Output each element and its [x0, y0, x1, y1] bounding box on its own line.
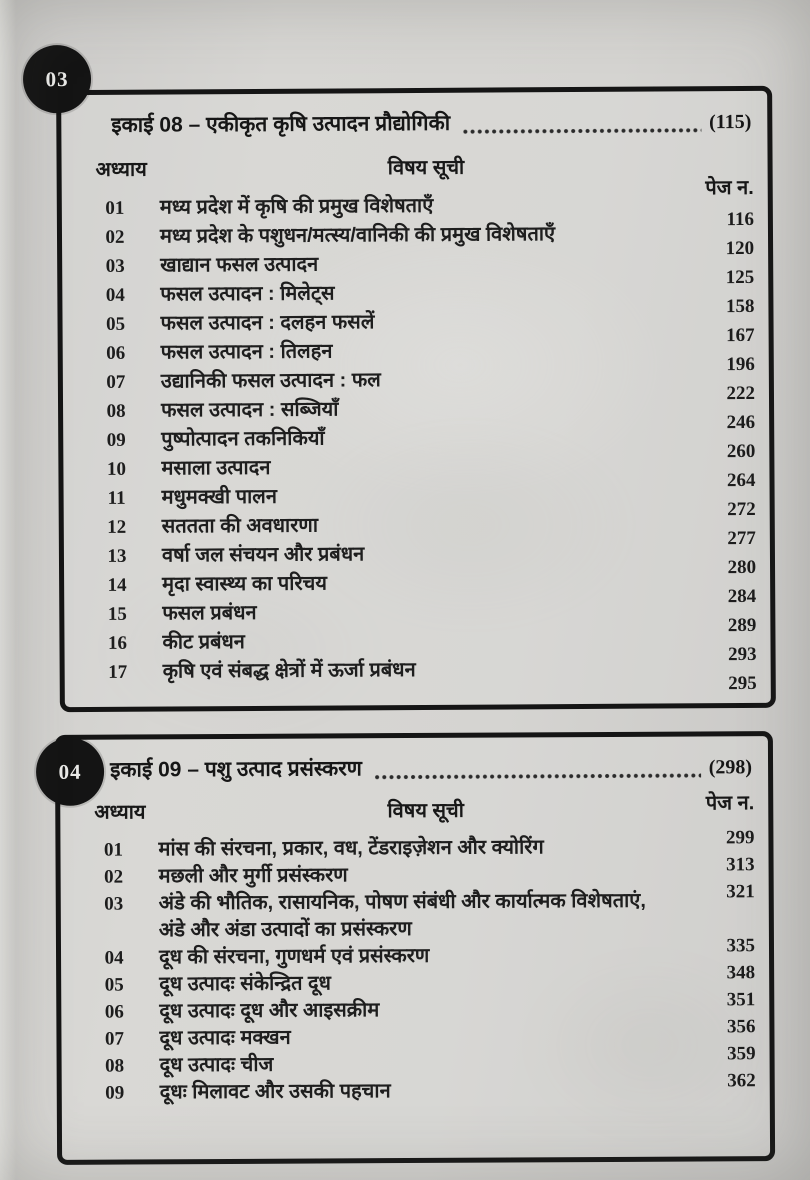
chapter-title: अंडे की भौतिक, रासायनिक, पोषण संबंधी और कार्यात्मक विशेषताएं, अंडे और अंडा उत्पादों का प्रसंस्करण: [158, 889, 646, 942]
chapter-page-number: 295: [728, 672, 757, 695]
chapter-page-number: 264: [726, 469, 756, 492]
chapter-page-number: 246: [726, 411, 756, 434]
toc-row: [95, 854, 755, 890]
paper-edge-highlight: [0, 0, 16, 1180]
unit-number-badge: 04: [36, 738, 104, 806]
toc-row: [96, 190, 754, 231]
toc-row: [94, 827, 755, 863]
toc-row: [96, 248, 755, 289]
chapter-number: 16: [107, 632, 128, 654]
chapter-title: पुष्पोत्पादन तकनिकियाँ: [161, 427, 325, 451]
dot-leader: [462, 122, 701, 135]
chapter-page-number: 321: [726, 881, 755, 903]
toc-row: [95, 935, 756, 971]
chapter-number: 13: [107, 545, 127, 567]
dot-leader: [374, 768, 701, 782]
chapter-title: मध्य प्रदेश में कृषि की प्रमुख विशेषताएँ: [159, 194, 434, 219]
chapter-page-number: 260: [726, 440, 756, 463]
chapter-title: मृदा स्वास्थ्य का परिचय: [162, 572, 327, 596]
chapter-page-number: 277: [727, 527, 756, 550]
page-column-header: पेज न.: [705, 792, 755, 815]
chapter-title: दूध उत्पादः चीज: [159, 1053, 274, 1077]
chapter-title: मांस की संरचना, प्रकार, वध, टेंडराइज़ेशन और क्योरिंग: [158, 836, 544, 861]
chapter-number: 06: [106, 342, 126, 364]
chapter-page-number: 356: [726, 1016, 756, 1038]
chapter-title: फसल उत्पादन : दलहन फसलें: [160, 311, 375, 335]
chapter-number: 07: [106, 371, 126, 393]
toc-row: [97, 451, 756, 492]
toc-row: [97, 364, 756, 405]
toc-row: [99, 654, 757, 695]
chapter-title: दूध की संरचना, गुणधर्म एवं प्रसंस्करण: [158, 944, 430, 969]
chapter-number: 09: [106, 429, 126, 451]
toc-rows: [96, 190, 757, 695]
toc-row: [95, 989, 756, 1025]
chapter-page-number: 284: [727, 585, 757, 608]
chapter-title: फसल उत्पादन : मिलेट्स: [160, 282, 335, 306]
unit-09-toc-card: [55, 731, 775, 1165]
unit-start-page: (298): [708, 756, 753, 779]
chapter-title: खाद्यान फसल उत्पादन: [160, 253, 319, 277]
subject-column-header: विषय सूची: [387, 799, 464, 823]
chapter-page-number: 116: [726, 208, 754, 231]
toc-row: [96, 1070, 756, 1106]
chapter-number: 10: [106, 458, 126, 480]
toc-row: [98, 509, 756, 550]
chapter-page-number: 222: [726, 382, 756, 405]
toc-row: [96, 277, 755, 318]
chapter-title: कीट प्रबंधन: [162, 631, 245, 654]
chapter-page-number: 158: [725, 295, 755, 318]
toc-row: [95, 881, 755, 944]
chapter-title: दूध उत्पादः दूध और आइसक्रीम: [159, 999, 380, 1023]
unit-title: इकाई 09 – पशु उत्पाद प्रसंस्करण: [110, 757, 363, 782]
unit-number-badge: 03: [23, 45, 91, 113]
chapter-page-number: 289: [727, 614, 757, 637]
chapter-number: 17: [108, 661, 128, 683]
chapter-number: 08: [106, 400, 126, 422]
chapter-number: 06: [104, 1001, 124, 1023]
chapter-title: वर्षा जल संचयन और प्रबंधन: [161, 543, 365, 567]
chapter-column-header: अध्याय: [95, 158, 147, 181]
chapter-number: 14: [107, 574, 127, 596]
chapter-page-number: 362: [727, 1070, 756, 1092]
chapter-title: दूध उत्पादः मक्खन: [159, 1026, 291, 1050]
column-headers: [95, 151, 754, 200]
chapter-number: 03: [104, 893, 124, 915]
toc-row: [95, 962, 756, 998]
chapter-title: उद्यानिकी फसल उत्पादन : फल: [160, 369, 381, 393]
unit-heading: [110, 752, 752, 783]
toc-row: [98, 538, 757, 579]
chapter-number: 11: [107, 487, 126, 509]
chapter-page-number: 359: [727, 1043, 756, 1065]
chapter-page-number: 313: [726, 854, 755, 876]
chapter-number: 08: [105, 1055, 125, 1077]
chapter-number: 01: [103, 839, 124, 861]
chapter-page-number: 348: [726, 962, 756, 984]
chapter-page-number: 280: [727, 556, 757, 579]
chapter-number: 07: [104, 1028, 125, 1050]
chapter-number: 05: [104, 974, 124, 996]
toc-row: [98, 480, 756, 521]
chapter-page-number: 120: [725, 237, 755, 260]
chapter-title: दूधः मिलावट और उसकी पहचान: [159, 1080, 391, 1104]
chapter-title: मधुमक्खी पालन: [161, 485, 277, 509]
chapter-title: मसाला उत्पादन: [161, 456, 271, 480]
chapter-title: मछली और मुर्गी प्रसंस्करण: [158, 864, 348, 888]
toc-row: [95, 1016, 756, 1052]
chapter-number: 01: [105, 197, 125, 219]
subject-column-header: विषय सूची: [387, 156, 465, 180]
toc-rows: [94, 827, 756, 1106]
unit-08-toc-card: [45, 66, 776, 712]
chapter-page-number: 196: [726, 353, 755, 376]
toc-row: [98, 567, 757, 608]
chapter-title: मध्य प्रदेश के पशुधन/मत्स्य/वानिकी की प्रमुख विशेषताएँ: [159, 223, 556, 248]
chapter-number: 02: [104, 866, 124, 888]
column-headers: [94, 794, 754, 824]
unit-heading: [111, 107, 751, 139]
chapter-title: फसल उत्पादन : तिलहन: [160, 340, 333, 364]
chapter-page-number: 293: [728, 643, 757, 666]
toc-row: [98, 596, 757, 637]
chapter-title: कृषि एवं संबद्ध क्षेत्रों में ऊर्जा प्रबंधन: [162, 659, 416, 683]
chapter-column-header: अध्याय: [94, 801, 146, 824]
toc-row: [96, 306, 755, 347]
chapter-number: 04: [104, 947, 124, 969]
toc-row: [97, 335, 755, 376]
toc-row: [96, 219, 755, 260]
page-column-header: पेज न.: [705, 176, 754, 200]
chapter-number: 02: [105, 226, 125, 248]
unit-title: इकाई 08 – एकीकृत कृषि उत्पादन प्रौद्योगिकी: [111, 111, 451, 137]
chapter-number: 15: [107, 603, 127, 625]
chapter-title: फसल उत्पादन : सब्जियाँ: [160, 398, 339, 422]
chapter-number: 12: [107, 516, 127, 538]
chapter-title: दूध उत्पादः संकेन्द्रित दूध: [159, 972, 331, 996]
chapter-page-number: 335: [726, 935, 756, 957]
chapter-title: सततता की अवधारणा: [161, 514, 319, 538]
toc-row: [97, 393, 756, 434]
toc-row: [98, 625, 757, 666]
chapter-title: फसल प्रबंधन: [162, 601, 257, 625]
chapter-page-number: 125: [725, 266, 755, 289]
chapter-page-number: 351: [726, 989, 756, 1011]
chapter-page-number: 272: [727, 498, 756, 521]
chapter-page-number: 299: [725, 827, 755, 849]
toc-row: [97, 422, 756, 463]
chapter-number: 05: [105, 313, 126, 335]
toc-row: [96, 1043, 756, 1079]
chapter-page-number: 167: [726, 324, 755, 347]
unit-start-page: (115): [709, 110, 752, 134]
chapter-number: 03: [105, 255, 125, 277]
chapter-number: 09: [105, 1082, 125, 1104]
chapter-number: 04: [105, 284, 125, 306]
